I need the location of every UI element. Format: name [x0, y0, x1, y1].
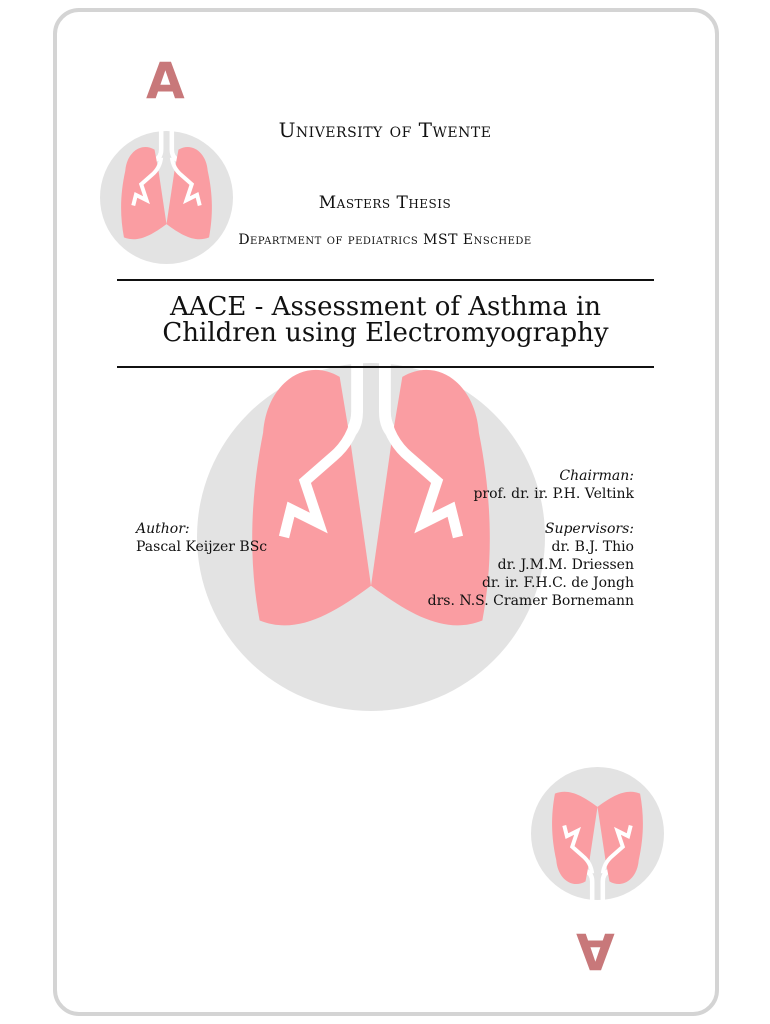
author-name: Pascal Keijzer BSc	[136, 539, 268, 555]
supervisors-heading: Supervisors:	[544, 521, 634, 537]
supervisor-name: drs. N.S. Cramer Bornemann	[427, 593, 634, 609]
chairman-block	[380, 467, 634, 503]
author-block	[136, 520, 376, 556]
supervisor-name: dr. ir. F.H.C. de Jongh	[481, 575, 634, 591]
chairman-name: prof. dr. ir. P.H. Veltink	[473, 486, 634, 502]
corner-letter-top: A	[146, 52, 185, 110]
title-rule-bottom	[117, 366, 654, 368]
thesis-title-line-2: Children using Electromyography	[162, 318, 609, 348]
thesis-title-line-1: AACE - Assessment of Asthma in	[169, 292, 602, 322]
corner-letter-bottom: A	[576, 922, 615, 980]
supervisors-block	[380, 520, 634, 610]
thesis-type: Masters Thesis	[318, 193, 452, 213]
university-name: University of Twente	[278, 118, 492, 142]
lungs-emblem-small-bottom	[531, 767, 664, 900]
author-heading: Author:	[136, 521, 190, 537]
department-name: Department of pediatrics MST Enschede	[238, 232, 532, 248]
chairman-heading: Chairman:	[559, 468, 634, 484]
thesis-title	[117, 294, 654, 346]
title-rule-top	[117, 279, 654, 281]
supervisor-name: dr. J.M.M. Driessen	[497, 557, 634, 573]
supervisor-name: dr. B.J. Thio	[551, 539, 634, 555]
